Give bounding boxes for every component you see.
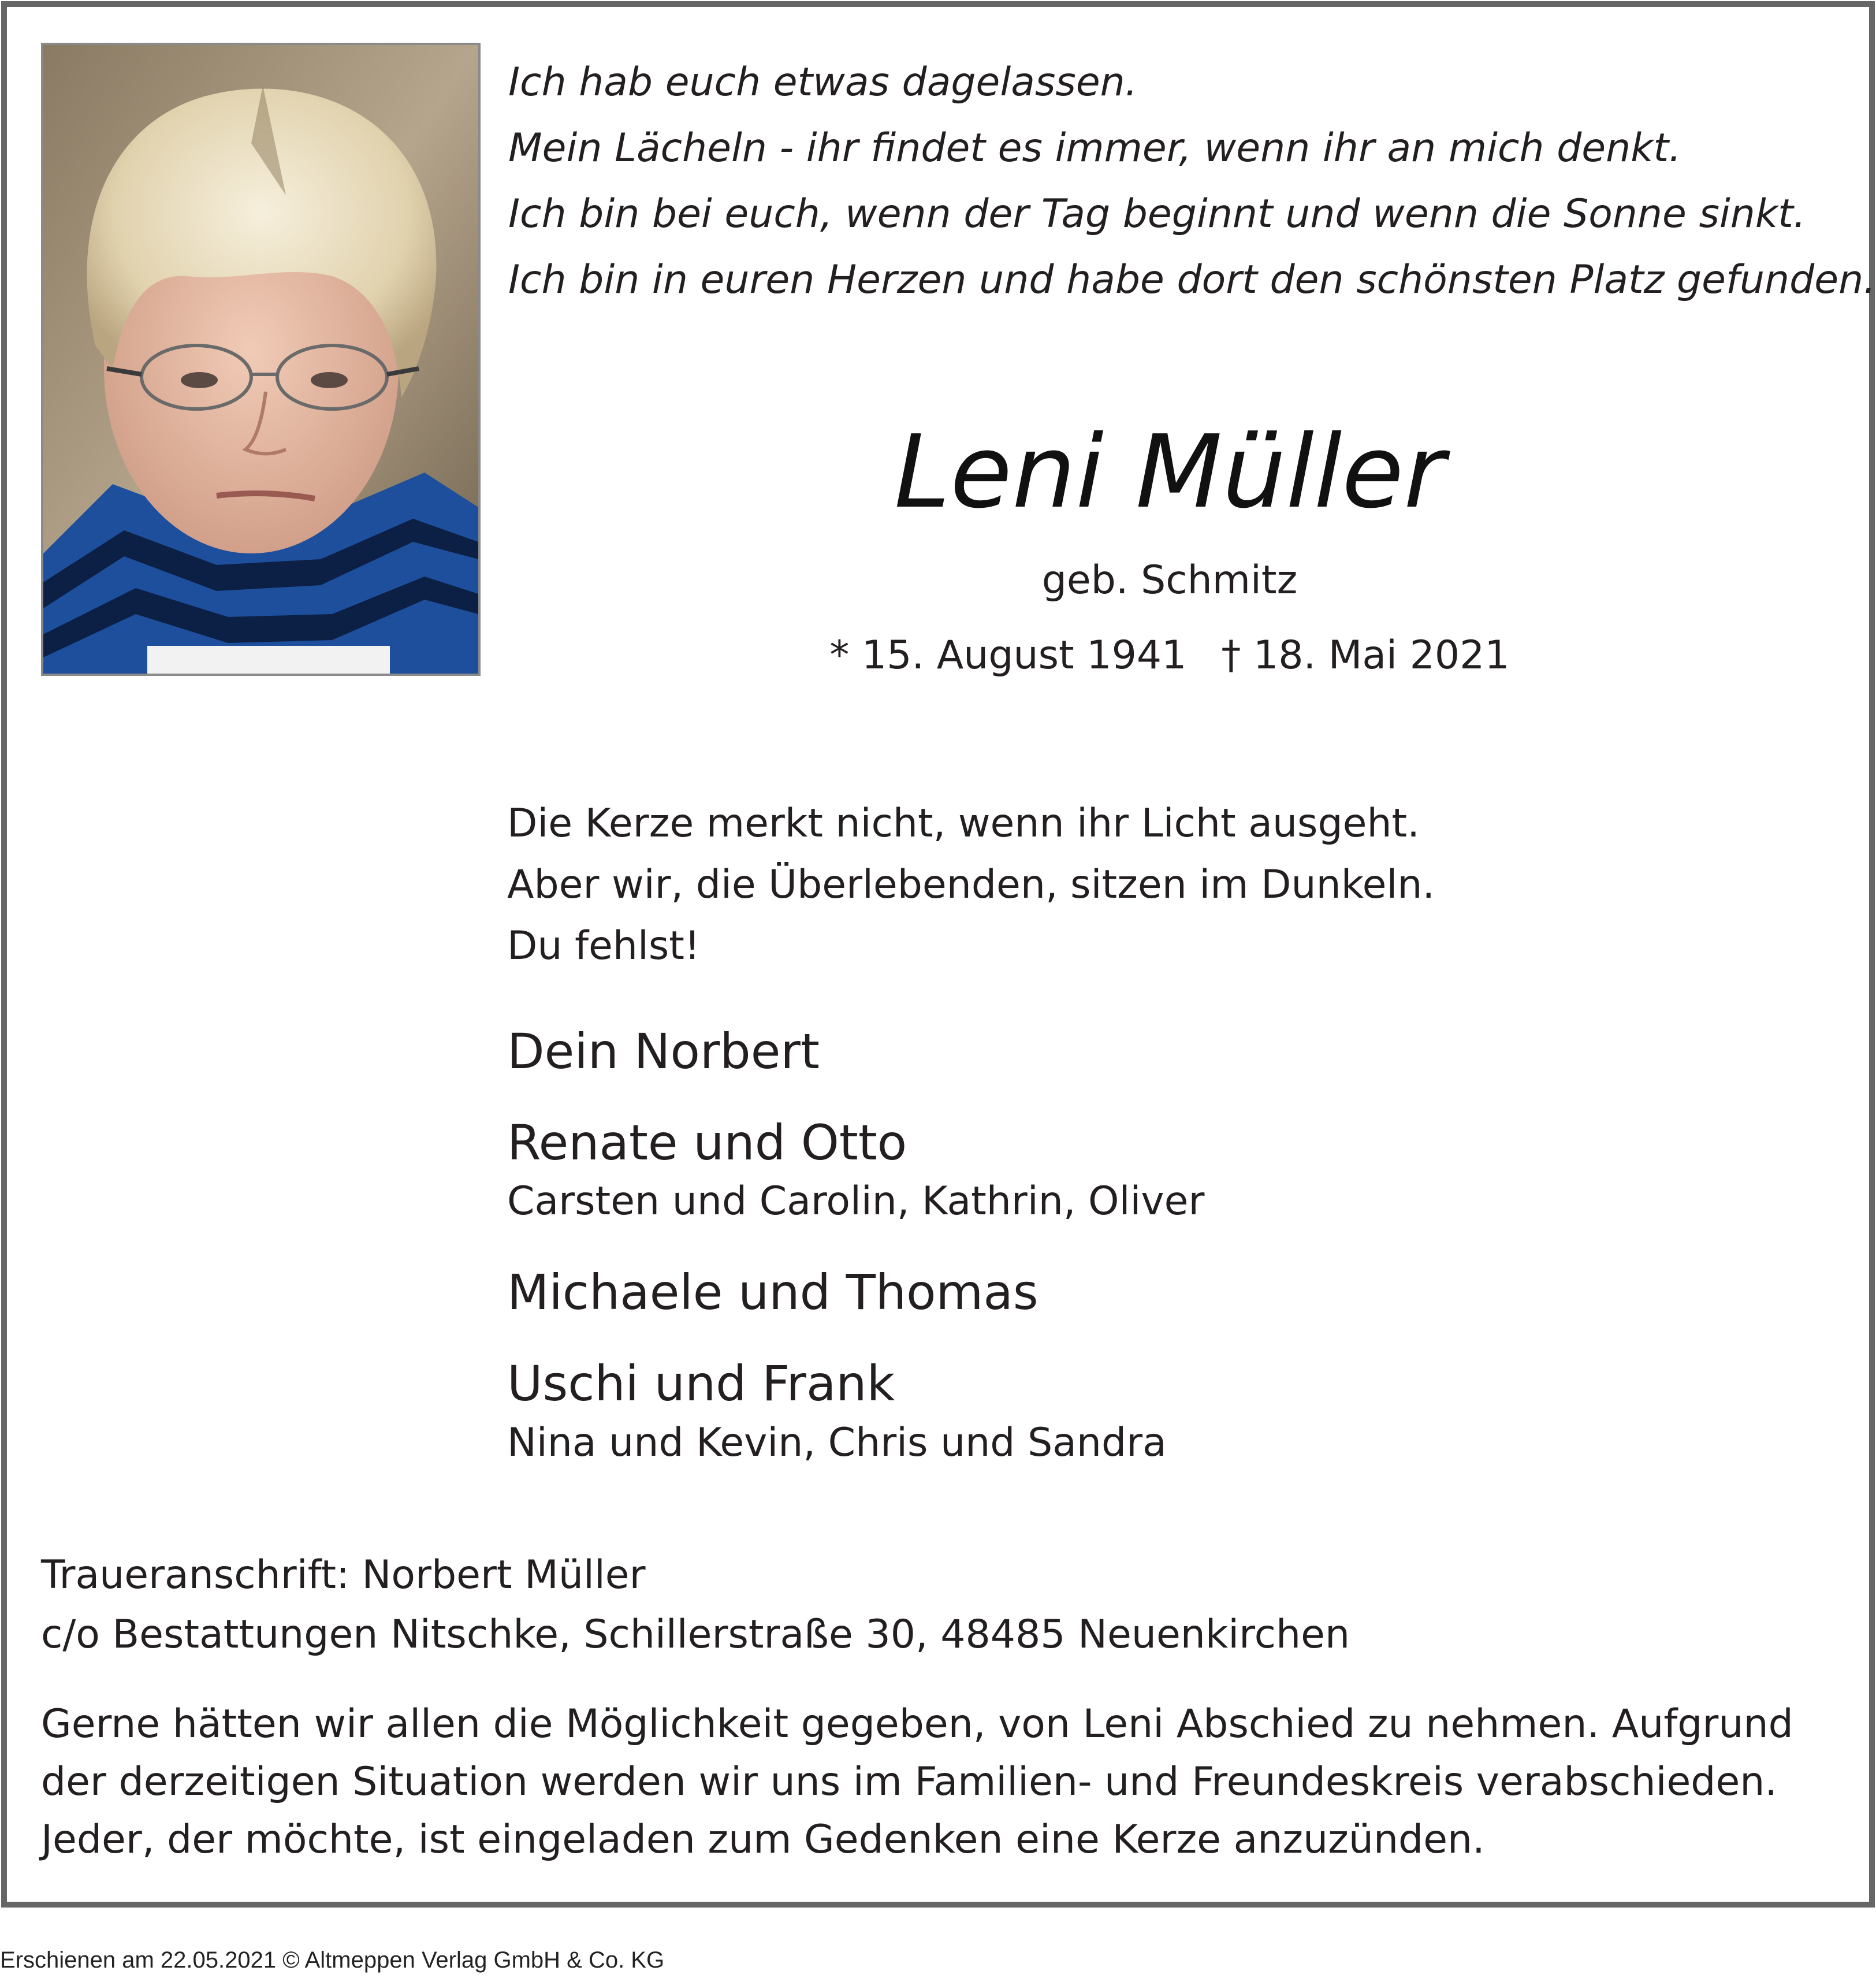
verse-line: Du fehlst! xyxy=(507,923,701,969)
publication-footer: Erschienen am 22.05.2021 © Altmeppen Verlag GmbH & Co. KG xyxy=(0,1947,665,1973)
motto-line: Mein Lächeln - ihr findet es immer, wenn ihr an mich denkt. xyxy=(508,125,1681,171)
verse-line: Die Kerze merkt nicht, wenn ihr Licht ausgeht. xyxy=(507,801,1420,846)
mourning-address xyxy=(41,1545,1350,1664)
motto-line: Ich hab euch etwas dagelassen. xyxy=(508,60,1138,105)
death-date: † 18. Mai 2021 xyxy=(1221,633,1510,678)
family-member-sub: Carsten und Carolin, Kathrin, Oliver xyxy=(507,1178,1205,1224)
farewell-notice xyxy=(41,1696,1793,1869)
notice-line: Gerne hätten wir allen die Möglichkeit gegeben, von Leni Abschied zu nehmen. Aufgrund xyxy=(41,1701,1793,1747)
life-dates xyxy=(508,630,1831,682)
verse-line: Aber wir, die Überlebenden, sitzen im Dunkeln. xyxy=(507,862,1435,908)
motto-line: Ich bin in euren Herzen und habe dort den schönsten Platz gefunden. xyxy=(508,257,1876,303)
family-member-main: Dein Norbert xyxy=(507,1023,820,1080)
notice-line: der derzeitigen Situation werden wir uns im Familien- und Freundeskreis verabschieden. xyxy=(41,1759,1778,1805)
address-line: c/o Bestattungen Nitschke, Schillerstraße 30, 48485 Neuenkirchen xyxy=(41,1612,1350,1657)
deceased-name: Leni Müller xyxy=(894,414,1445,531)
notice-line: Jeder, der möchte, ist eingeladen zum Gedenken eine Kerze anzuzünden. xyxy=(41,1817,1485,1862)
birth-date: * 15. August 1941 xyxy=(829,633,1187,678)
family-member-main: Renate und Otto xyxy=(507,1114,907,1171)
address-line: Traueranschrift: Norbert Müller xyxy=(41,1552,646,1598)
portrait-photo xyxy=(41,43,481,676)
motto-poem xyxy=(508,50,1876,313)
birth-name: geb. Schmitz xyxy=(1041,557,1298,603)
family-member-main: Michaele und Thomas xyxy=(507,1264,1038,1321)
family-member-main: Uschi und Frank xyxy=(507,1355,895,1412)
family-member-sub: Nina und Kevin, Chris und Sandra xyxy=(507,1420,1167,1466)
verse xyxy=(507,793,1435,977)
motto-line: Ich bin bei euch, wenn der Tag beginnt und wenn die Sonne sinkt. xyxy=(508,191,1806,237)
